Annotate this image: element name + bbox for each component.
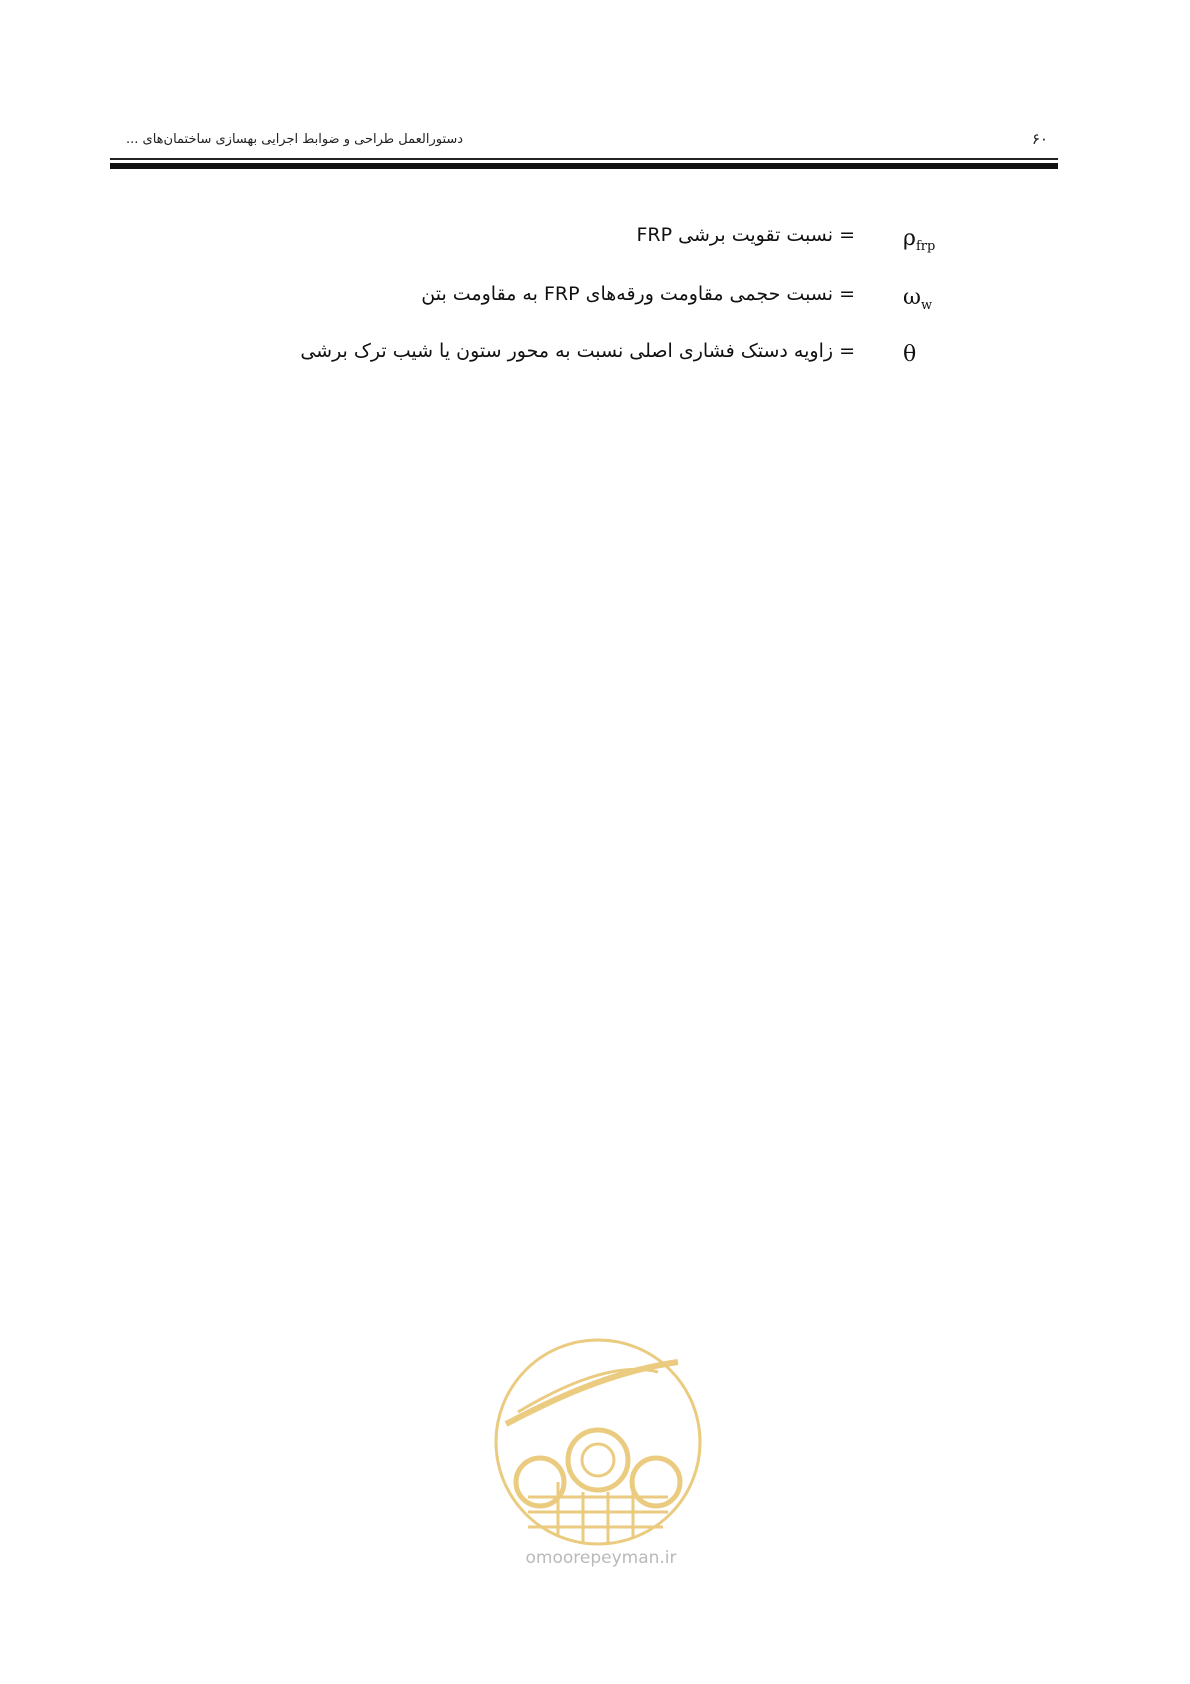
- symbol-char: ω: [903, 285, 921, 310]
- definition-row-theta: [300, 336, 960, 376]
- definition-symbol: [903, 285, 932, 313]
- header-title: دستورالعمل طراحی و ضوابط اجرایی بهسازی ساختمان‌های ...: [126, 132, 464, 147]
- symbol-char: θ: [903, 342, 917, 367]
- definition-row-omega-w: [300, 279, 960, 319]
- definition-text: = نسبت تقویت برشی FRP: [636, 224, 855, 246]
- definition-text: = زاویه دستک فشاری اصلی نسبت به محور ستون یا شیب ترک برشی: [300, 340, 855, 362]
- header-rule-thick: [110, 163, 1058, 169]
- definition-symbol: [903, 342, 916, 370]
- symbol-subscript: w: [920, 298, 933, 313]
- definition-text: = نسبت حجمی مقاومت ورقه‌های FRP به مقاومت بتن: [421, 283, 855, 305]
- definition-symbol: [903, 226, 935, 254]
- symbol-subscript: frp: [915, 239, 936, 254]
- definition-row-rho-frp: [300, 220, 960, 260]
- watermark-url: omoorepeyman.ir: [525, 1548, 677, 1568]
- page-number: ۶۰: [1031, 130, 1048, 148]
- page-header: [110, 126, 1058, 156]
- watermark-logo-icon: [488, 1332, 708, 1552]
- symbol-char: ρ: [903, 226, 916, 251]
- header-rule-thin: [110, 158, 1058, 160]
